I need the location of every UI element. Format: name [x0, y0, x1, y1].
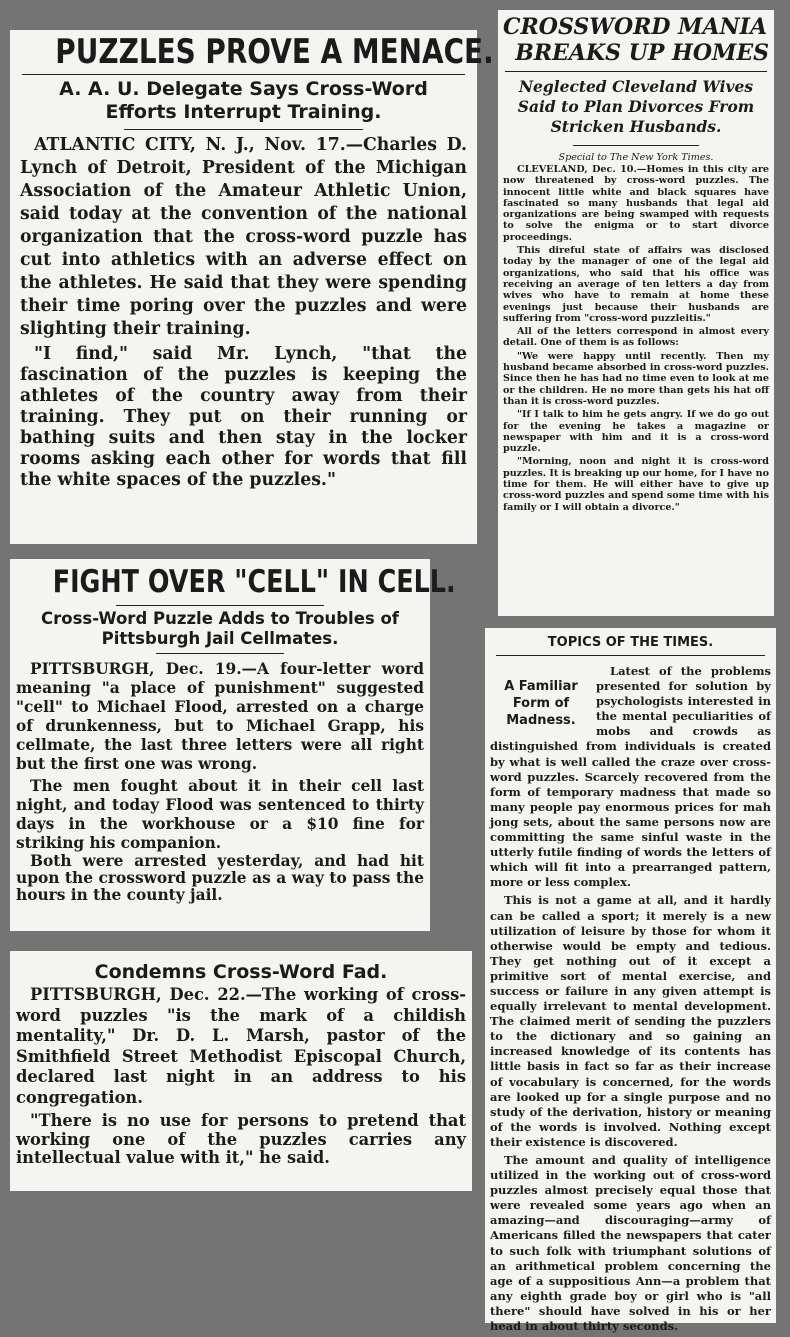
- paragraph: ATLANTIC CITY, N. J., Nov. 17.—Charles D. Lynch of Detroit, President of the Michigan Association of the Amateur Athletic Union, said today at the convention of the national organization that the cross-word puzzle has cut into athletics with an adverse effect on the athletes. He said that they were spending their time poring over the puzzles and were slighting their training.: [20, 134, 467, 339]
- article-body: [16, 985, 466, 1168]
- article-body: [503, 164, 769, 513]
- paragraph: PITTSBURGH, Dec. 22.—The working of cross-word puzzles "is the mark of a childish mentality," Dr. D. L. Marsh, pastor of the Smithfield Street Methodist Episcopal Church, declared last night in an address to his congregation.: [16, 985, 466, 1107]
- clipping-fight-over-cell: [10, 559, 456, 931]
- paragraph: "I find," said Mr. Lynch, "that the fascination of the puzzles is keeping the athletes of the country away from their training. They put on their running or bathing suits and then stay in the locker rooms asking each other for words that fill the white spaces of the puzzles.": [20, 343, 467, 490]
- clipping-crossword-mania: [498, 10, 774, 616]
- paragraph: All of the letters correspond in almost every detail. One of them is as follows:: [503, 326, 769, 349]
- rule: [573, 145, 699, 146]
- rule: [124, 129, 363, 130]
- paragraph: Latest of the problems presented for solution by psychologists interested in the mental peculiarities of mobs and crowds as distinguished from individuals is created by what is well called the craze over cross-word puzzles. Scarcely recovered from the form of temporary madness that made so many people pay enormous prices for mah jong sets, about the same persons now are committing the same sinful waste in the utterly futile finding of words the letters of which will fit into a prearranged pattern, more or less complex.: [490, 664, 771, 890]
- article-body: [16, 660, 424, 904]
- paragraph: This direful state of affairs was disclosed today by the manager of one of the legal aid organizations, who said that his office was receiving an average of ten letters a day from wives who have to remain at home these evenings just because their husbands are suffering from "cross-word puzzleitis.": [503, 245, 769, 324]
- rule: [116, 605, 324, 606]
- paragraph: PITTSBURGH, Dec. 19.—A four-letter word meaning "a place of punishment" suggested "cell" to Michael Flood, arrested on a charge of drunkenness, but to Michael Grapp, his cellmate, the last three letters were all right but the first one was wrong.: [16, 659, 424, 773]
- paragraph: "We were happy until recently. Then my husband became absorbed in cross-word puzzles. Since then he has had no time even to look at me or the children. He no more than gets his hat off than it is cross-word puzzles.: [503, 350, 769, 407]
- subhead: Cross-Word Puzzle Adds to Troubles of Pittsburgh Jail Cellmates.: [41, 609, 399, 648]
- headline: PUZZLES PROVE A MENACE.: [55, 32, 494, 72]
- rule: [156, 653, 284, 654]
- dateline-credit: Special to The New York Times.: [558, 152, 714, 163]
- clipping-puzzles-prove-a-menace: [10, 30, 494, 544]
- paragraph: "Morning, noon and night it is cross-word puzzles. It is breaking up our home, for I have no time for them. He will either have to give up cross-word puzzles and spend some time with his family or I will obtain a divorce.": [503, 456, 769, 513]
- paragraph: This is not a game at all, and it hardly can be called a sport; it merely is a new utilization of leisure by those for whom it otherwise would be empty and tedious. They get nothing out of it except a primitive sort of mental exercise, and success or failure in any given attempt is equally irrelevant to mental development. The claimed merit of sending the puzzlers to the dictionary and so gaining an increased knowledge of its contents has little basis in fact so far as their increase of vocabulary is concerned, for the words are looked up for a single purpose and no study of the derivation, history or meaning of the words is involved. Nothing except their existence is discovered.: [490, 893, 771, 1149]
- paragraph: The amount and quality of intelligence utilized in the working out of cross-word puzzles almost precisely equal those that were revealed some years ago when an amazing—and discouraging—army of Americans filled the newspapers that cater to such folk with triumphant solutions of an arithmetical problem concerning the age of a suppositious Ann—a problem that any eighth grade boy or girl who is "all there" should have solved in his or her head in about thirty seconds.: [490, 1153, 771, 1334]
- clipping-topics-of-the-times: [485, 628, 776, 1334]
- paragraph: Both were arrested yesterday, and had hit upon the crossword puzzle as a way to pass the hours in the county jail.: [16, 851, 424, 904]
- headline-line-1: CROSSWORD MANIA: [503, 14, 768, 40]
- subhead: A. A. U. Delegate Says Cross-Word Efforts Interrupt Training.: [59, 78, 428, 123]
- article-body: [14, 134, 473, 491]
- headline: Condemns Cross-Word Fad.: [94, 961, 388, 983]
- headline-line-2: BREAKS UP HOMES: [515, 40, 769, 66]
- headline: FIGHT OVER "CELL" IN CELL.: [52, 564, 456, 600]
- headline: TOPICS OF THE TIMES.: [547, 635, 714, 650]
- rule: [505, 71, 767, 72]
- paragraph: "If I talk to him he gets angry. If we do go out for the evening he takes a magazine or newspaper with him and it is a cross-word puzzle.: [503, 409, 769, 455]
- subhead: Neglected Cleveland Wives Said to Plan Divorces From Stricken Husbands.: [517, 77, 755, 136]
- article-body: [490, 664, 771, 1334]
- paragraph: "There is no use for persons to pretend that working one of the puzzles carries any intellectual value with it," he said.: [16, 1111, 466, 1167]
- paragraph: CLEVELAND, Dec. 10.—Homes in this city are now threatened by cross-word puzzles. The innocent little white and black squares have fascinated so many husbands that legal aid organizations are being swamped with requests to solve the enigma or to start divorce proceedings.: [503, 164, 769, 243]
- sidehead: A Familiar Form of Madness.: [504, 679, 578, 728]
- paragraph: The men fought about it in their cell last night, and today Flood was sentenced to thirty days in the workhouse or a $10 fine for striking his companion.: [16, 776, 424, 852]
- rule: [22, 74, 465, 75]
- rule: [496, 655, 765, 656]
- clipping-condemns-cross-word-fad: [10, 951, 472, 1191]
